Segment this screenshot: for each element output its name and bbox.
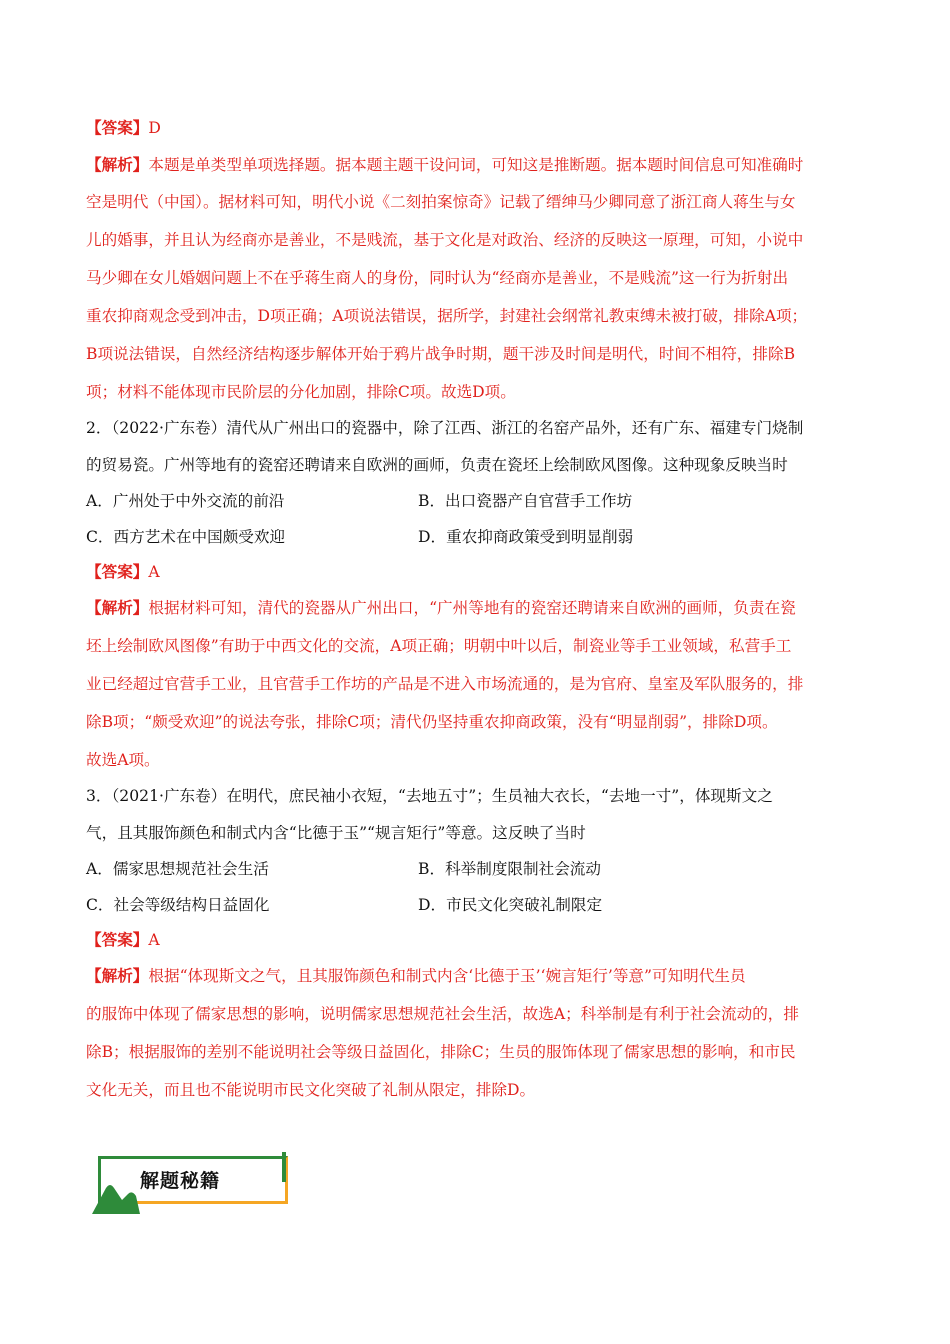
- q2-option-c: C．西方艺术在中国颇受欢迎: [86, 528, 286, 546]
- q1-analysis-line-7: 项；材料不能体现市民阶层的分化加剧，排除C项。故选D项。: [86, 383, 516, 401]
- q1-analysis-line-3: 儿的婚事，并且认为经商亦是善业，不是贱流，基于文化是对政治、经济的反映这一原理，可知，小说中: [86, 231, 804, 249]
- q3-stem-line-1: 3．（2021·广东卷）在明代，庶民袖小衣短，“去地五寸”；生员袖大衣长，“去地一寸”，体现斯文之: [86, 787, 773, 805]
- q3-option-b: B．科举制度限制社会流动: [418, 860, 601, 878]
- q3-option-c: C．社会等级结构日益固化: [86, 896, 270, 914]
- q3-answer-tag: 【答案】: [86, 930, 149, 949]
- q1-answer-value: D: [148, 119, 161, 137]
- q1-analysis-line-6: B项说法错误，自然经济结构逐步解体开始于鸦片战争时期，题干涉及时间是明代，时间不相符，排除B: [86, 345, 796, 363]
- q3-option-a: A．儒家思想规范社会生活: [86, 860, 269, 878]
- banner-accent-bar: [282, 1152, 286, 1182]
- q1-answer-line: [86, 118, 161, 138]
- q3-analysis-line-2: 的服饰中体现了儒家思想的影响，说明儒家思想规范社会生活，故选A；科举制是有利于社会流动的，排: [86, 1005, 799, 1023]
- q2-analysis-line-4: 除B项；“颇受欢迎”的说法夸张，排除C项；清代仍坚持重农抑商政策，没有“明显削弱”，排除D项。: [86, 713, 778, 731]
- q2-analysis-line-2: 坯上绘制欧风图像”有助于中西文化的交流，A项正确；明朝中叶以后，制瓷业等手工业领域，私营手工: [86, 637, 792, 655]
- q2-answer-value: A: [148, 563, 160, 581]
- q2-analysis-line-5: 故选A项。: [86, 751, 160, 769]
- section-banner: [92, 1152, 297, 1214]
- q3-option-d: D．市民文化突破礼制限定: [418, 896, 603, 914]
- q1-analysis-line-1: 【解析】本题是单类型单项选择题。据本题主题干设问词，可知这是推断题。据本题时间信息可知准确时: [86, 155, 804, 174]
- q2-answer-tag: 【答案】: [86, 562, 149, 581]
- q1-analysis-line-4: 马少卿在女儿婚姻问题上不在乎蒋生商人的身份，同时认为“经商亦是善业，不是贱流”这一行为折射出: [86, 269, 789, 287]
- q3-analysis-line-3: 除B；根据服饰的差别不能说明社会等级日益固化，排除C；生员的服饰体现了儒家思想的影响，和市民: [86, 1043, 796, 1061]
- banner-title: 解题秘籍: [140, 1170, 221, 1192]
- q2-analysis-line-3: 业已经超过官营手工业，且官营手工作坊的产品是不进入市场流通的，是为官府、皇室及军队服务的，排: [86, 675, 804, 693]
- q3-answer-line: [86, 930, 160, 950]
- q3-answer-value: A: [148, 931, 160, 949]
- q3-stem-line-2: 气，且其服饰颜色和制式内含“比德于玉”“规言矩行”等意。这反映了当时: [86, 824, 586, 842]
- q1-answer-tag: 【答案】: [86, 118, 149, 137]
- q2-answer-line: [86, 562, 160, 582]
- q3-analysis-tag: 【解析】: [86, 966, 149, 985]
- q1-analysis-line-5: 重农抑商观念受到冲击，D项正确；A项说法错误，据所学，封建社会纲常礼教束缚未被打破，排除A项；: [86, 307, 808, 325]
- q2-analysis-tag: 【解析】: [86, 598, 149, 617]
- q2-analysis-line-1: 【解析】根据材料可知，清代的瓷器从广州出口，“广州等地有的瓷窑还聘请来自欧洲的画师，负责在瓷: [86, 598, 796, 617]
- q2-option-b: B．出口瓷器产自官营手工作坊: [418, 492, 633, 510]
- q3-analysis-line-4: 文化无关，而且也不能说明市民文化突破了礼制从限定，排除D。: [86, 1081, 536, 1099]
- q2-option-a: A．广州处于中外交流的前沿: [86, 492, 285, 510]
- q2-stem-line-2: 的贸易瓷。广州等地有的瓷窑还聘请来自欧洲的画师，负责在瓷坯上绘制欧风图像。这种现象反映当时: [86, 456, 788, 474]
- q1-analysis-tag: 【解析】: [86, 155, 149, 174]
- q2-option-d: D．重农抑商政策受到明显削弱: [418, 528, 634, 546]
- mountain-icon: [92, 1174, 140, 1214]
- q3-analysis-line-1: 【解析】根据“体现斯文之气，且其服饰颜色和制式内含‘比德于玉’‘婉言矩行’等意”可知明代生员: [86, 966, 746, 985]
- q2-stem-line-1: 2．（2022·广东卷）清代从广州出口的瓷器中，除了江西、浙江的名窑产品外，还有广东、福建专门烧制: [86, 419, 804, 437]
- q1-analysis-line-2: 空是明代（中国）。据材料可知，明代小说《二刻拍案惊奇》记载了缙绅马少卿同意了浙江商人蒋生与女: [86, 193, 796, 211]
